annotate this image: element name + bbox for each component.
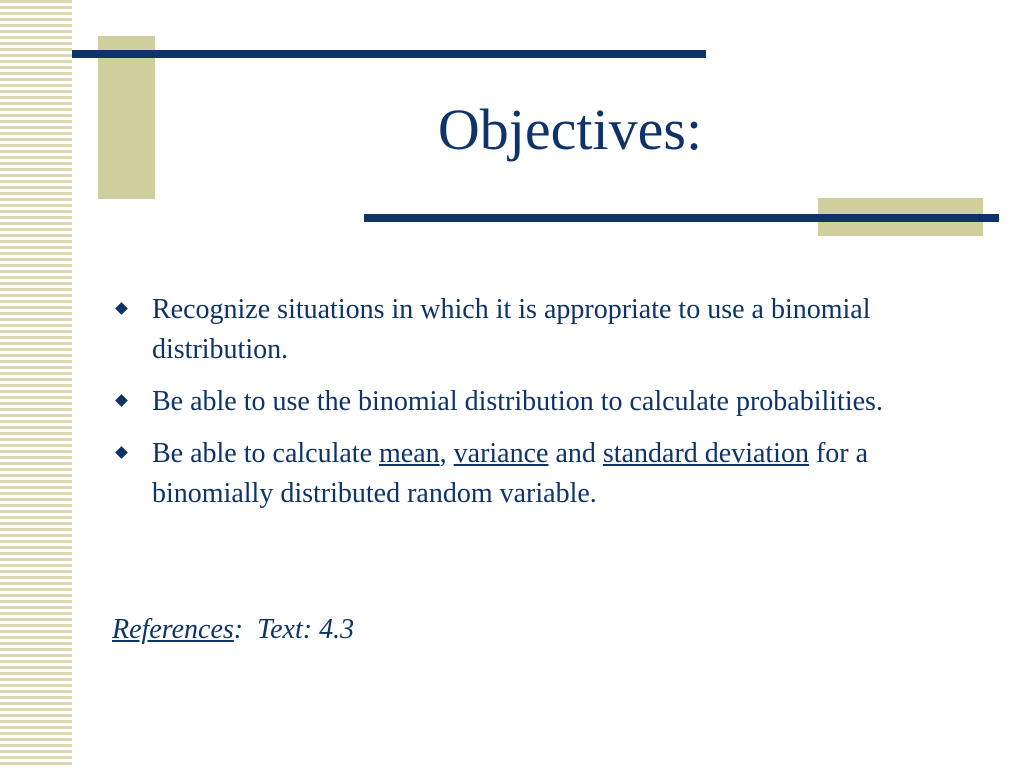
references-link[interactable]: References <box>112 614 234 645</box>
standard-deviation-link[interactable]: standard deviation <box>602 438 809 469</box>
variance-link[interactable]: variance <box>453 438 549 469</box>
references-text: : Text: 4.3 <box>233 614 355 645</box>
bullet-text: Recognize situations in which it is appropriate to use a binomial distribution. <box>152 294 871 365</box>
decorative-line-top <box>72 50 706 58</box>
slide-title: Objectives: <box>437 97 703 162</box>
objectives-list <box>112 290 982 526</box>
bullet-text-suffix: for a binomially distributed random variable. <box>152 438 869 509</box>
decorative-block-top <box>98 36 155 199</box>
decorative-line-bottom <box>364 214 999 222</box>
bullet-item <box>112 290 982 370</box>
diamond-bullet-icon <box>115 302 128 315</box>
diamond-bullet-icon <box>115 394 128 407</box>
mean-link[interactable]: mean <box>379 438 440 469</box>
bullet-text-separator: , <box>439 438 454 469</box>
striped-side-band <box>0 0 72 768</box>
bullet-text: Be able to use the binomial distribution to calculate probabilities. <box>152 386 883 417</box>
references-line <box>112 610 354 650</box>
bullet-item <box>112 434 982 514</box>
diamond-bullet-icon <box>115 446 128 459</box>
bullet-text-prefix: Be able to calculate <box>152 438 379 469</box>
bullet-item <box>112 382 982 422</box>
bullet-text-separator: and <box>548 438 603 469</box>
